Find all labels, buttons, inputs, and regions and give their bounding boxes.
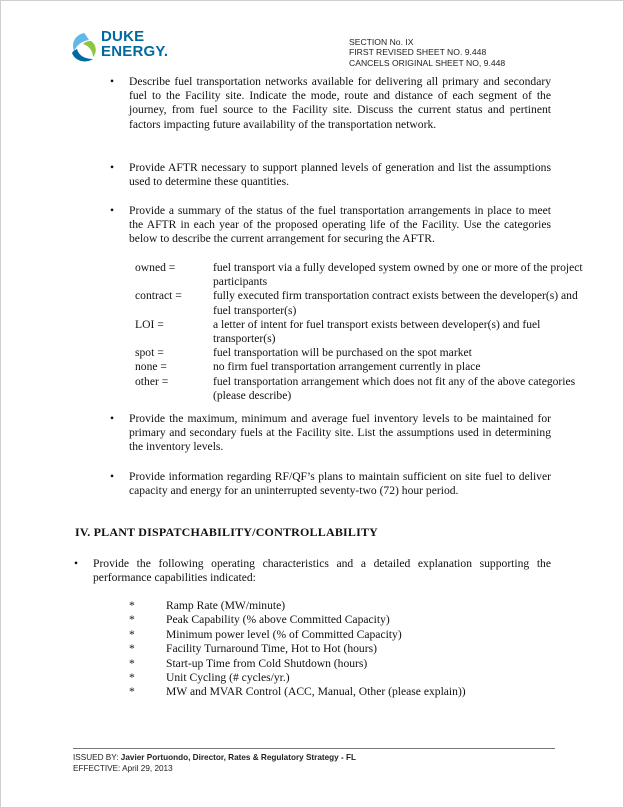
asterisk-icon: * [129, 642, 135, 656]
asterisk-icon: * [129, 656, 135, 670]
asterisk-icon: * [129, 599, 135, 612]
duke-energy-logo [69, 29, 179, 69]
table-row: none = no firm fuel transportation arrangement currently in place [135, 360, 481, 374]
category-table [135, 261, 595, 403]
list-item: * Ramp Rate (MW/minute) [129, 599, 286, 612]
list-item [110, 412, 551, 455]
list-item [110, 161, 551, 189]
section-header [349, 37, 505, 68]
bullet-icon: • [110, 204, 115, 217]
list-item [110, 75, 551, 132]
bullet-icon: • [110, 412, 115, 425]
bullet-text: Provide information regarding RF/QF’s plans to maintain sufficient on site fuel to deliver capacity and energy for an uninterrupted seventy-two (72) hour period. [129, 470, 551, 498]
section-number: SECTION No. IX [349, 37, 414, 47]
list-item [110, 470, 551, 498]
asterisk-icon: * [129, 627, 135, 641]
table-row: LOI = a letter of intent for fuel transport exists between developer(s) and fuel transporter(s) [135, 317, 541, 346]
list-item: * Start-up Time from Cold Shutdown (hours) [129, 656, 368, 670]
asterisk-icon: * [129, 613, 135, 627]
list-item [110, 204, 551, 247]
table-row: other = fuel transportation arrangement which does not fit any of the above categories (please describe) [135, 374, 576, 402]
issued-by: ISSUED BY: Javier Portuondo, Director, Rates & Regulatory Strategy - FL [73, 753, 357, 762]
bullet-text: Describe fuel transportation networks available for delivering all primary and secondary fuel to the Facility site. Indicate the mode, route and distance of each segment of the journey, from fuel source to the Facility site. Discuss the current status and pertinent factors impacting future availability of the transportation network. [129, 75, 551, 131]
list-item [74, 557, 551, 585]
table-row: contract = fully executed firm transportation contract exists between the developer(s) and fuel transporter(s) [135, 289, 578, 317]
table-row: owned = fuel transport via a fully developed system owned by one or more of the project participants [135, 261, 583, 289]
table-row: spot = fuel transportation will be purchased on the spot market [135, 346, 472, 360]
list-item: * Facility Turnaround Time, Hot to Hot (hours) [129, 642, 377, 656]
list-item: * Minimum power level (% of Committed Capacity) [129, 627, 402, 641]
asterisk-icon: * [129, 671, 135, 685]
bullet-icon: • [110, 470, 115, 483]
list-item: * MW and MVAR Control (ACC, Manual, Other (please explain)) [129, 685, 466, 699]
bullet-icon: • [74, 557, 79, 570]
list-item: * Peak Capability (% above Committed Capacity) [129, 613, 390, 627]
characteristics-list [129, 599, 466, 700]
list-item: * Unit Cycling (# cycles/yr.) [129, 671, 290, 685]
sheet-number: FIRST REVISED SHEET NO. 9.448 [349, 47, 487, 58]
bullet-icon: • [110, 75, 115, 88]
duke-energy-logo-mark [69, 31, 99, 65]
section-heading: IV. PLANT DISPATCHABILITY/CONTROLLABILITY [75, 525, 379, 539]
bullet-text: Provide AFTR necessary to support planned levels of generation and list the assumptions used to determine these quantities. [129, 161, 551, 189]
cancels-sheet: CANCELS ORIGINAL SHEET NO, 9.448 [349, 57, 506, 68]
footer [73, 753, 356, 774]
bullet-text: Provide a summary of the status of the fuel transportation arrangements in place to meet the AFTR in each year of the proposed operating life of the Facility. Use the categories below to describe the current arrangement for securing the AFTR. [129, 204, 551, 246]
bullet-icon: • [110, 161, 115, 174]
asterisk-icon: * [129, 685, 135, 699]
footer-divider [73, 748, 555, 749]
effective-date: EFFECTIVE: April 29, 2013 [73, 763, 173, 773]
bullet-text: Provide the maximum, minimum and average fuel inventory levels to be maintained for primary and secondary fuels at the Facility site. List the assumptions used in determining the inventory levels. [129, 412, 551, 454]
logo-wordmark: DUKE ENERGY. [101, 28, 169, 60]
bullet-text: Provide the following operating characteristics and a detailed explanation supporting the performance capabilities indicated: [93, 557, 551, 585]
